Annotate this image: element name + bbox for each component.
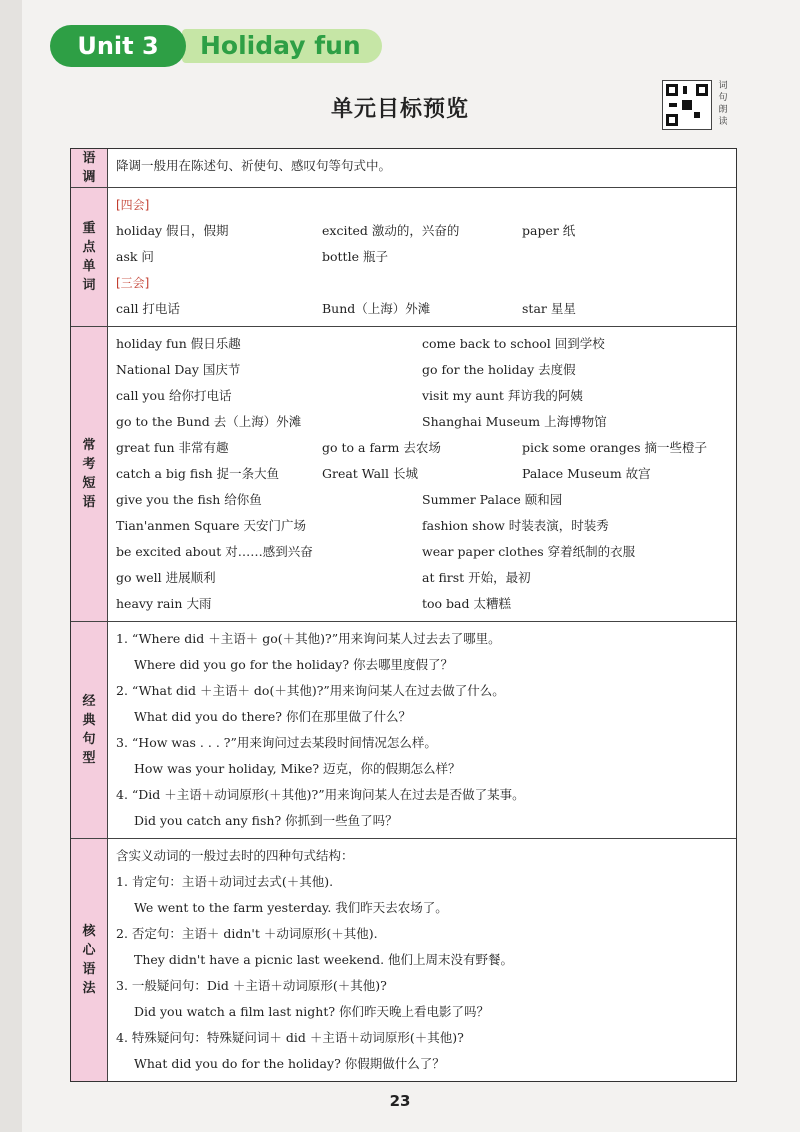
word-row: ask 问 bottle 瓶子 [116, 249, 388, 264]
phrase-row: call you 给你打电话 visit my aunt 拜访我的阿姨 [116, 388, 583, 403]
grammar-rule: 4. 特殊疑问句：特殊疑问词＋ did ＋主语＋动词原形(＋其他)? [116, 1030, 464, 1045]
sentence-example: What did you do there? 你们在那里做了什么？ [134, 709, 411, 724]
grammar-example: Did you watch a film last night? 你们昨天晚上看电影了吗？ [134, 1004, 490, 1019]
grammar-example: They didn't have a picnic last weekend. 他们上周末没有野餐。 [134, 952, 514, 967]
phrase-row: be excited about 对……感到兴奋 wear paper clothes 穿着纸制的衣服 [116, 544, 636, 559]
row-grammar [71, 838, 736, 1081]
row-phrases [71, 326, 736, 621]
page-number: 23 [389, 1092, 411, 1110]
grammar-intro: 含实义动词的一般过去时的四种句式结构： [116, 848, 354, 863]
page-heading: 单元目标预览 [330, 97, 469, 122]
sentence-pattern: 3. “How was . . . ?”用来询问过去某段时间情况怎么样。 [116, 735, 437, 750]
grammar-rule: 2. 否定句：主语＋ didn't ＋动词原形(＋其他). [116, 926, 378, 941]
sentence-pattern: 1. “Where did ＋主语＋ go(＋其他)?”用来询问某人过去去了哪里。 [116, 631, 501, 646]
page-edge [0, 0, 22, 1132]
word-row: call 打电话 Bund（上海）外滩 star 星星 [116, 301, 576, 316]
phrase-row: give you the fish 给你鱼 Summer Palace 颐和园 [116, 492, 563, 507]
phrase-row: National Day 国庆节 go for the holiday 去度假 [116, 362, 576, 377]
qr-label: 词 句 朗 读 [718, 81, 728, 127]
grammar-example: We went to the farm yesterday. 我们昨天去农场了。 [134, 900, 448, 915]
label-sentences: 经 典 句 型 [71, 622, 108, 838]
phrase-row: Tian'anmen Square 天安门广场 fashion show 时装表演，时装秀 [116, 518, 609, 533]
phrase-row: holiday fun 假日乐趣 come back to school 回到学校 [116, 336, 605, 351]
qr-code[interactable] [662, 80, 712, 130]
phrase-row: go well 进展顺利 at first 开始，最初 [116, 570, 531, 585]
grammar-rule: 1. 肯定句：主语＋动词过去式(＋其他). [116, 874, 334, 889]
tag-three: [三会] [116, 276, 150, 290]
phrase-row: heavy rain 大雨 too bad 太糟糕 [116, 596, 511, 611]
goals-table [70, 148, 737, 1082]
unit-banner [50, 25, 380, 67]
sentence-example: Did you catch any fish? 你抓到一些鱼了吗？ [134, 813, 398, 828]
sentence-pattern: 4. “Did ＋主语＋动词原形(＋其他)?”用来询问某人在过去是否做了某事。 [116, 787, 525, 802]
unit-label: Unit 3 [50, 25, 186, 67]
sentence-example: How was your holiday, Mike? 迈克，你的假期怎么样？ [134, 761, 461, 776]
grammar-rule: 3. 一般疑问句：Did ＋主语＋动词原形(＋其他)? [116, 978, 387, 993]
sentence-pattern: 2. “What did ＋主语＋ do(＋其他)?”用来询问某人在过去做了什么。 [116, 683, 505, 698]
sentence-example: Where did you go for the holiday? 你去哪里度假了？ [134, 657, 454, 672]
tag-four: [四会] [116, 198, 150, 212]
phrase-row: go to the Bund 去（上海）外滩 Shanghai Museum 上海博物馆 [116, 414, 607, 429]
row-sentences [71, 621, 736, 838]
intonation-text: 降调一般用在陈述句、祈使句、感叹句等句式中。 [116, 158, 392, 173]
label-intonation: 语 调 [71, 149, 108, 187]
label-grammar: 核 心 语 法 [71, 839, 108, 1081]
unit-title: Holiday fun [200, 31, 361, 60]
row-words [71, 187, 736, 326]
phrase-row: catch a big fish 捉一条大鱼 Great Wall 长城 Palace Museum 故宫 [116, 466, 651, 481]
word-row: holiday 假日，假期 excited 激动的，兴奋的 paper 纸 [116, 223, 576, 238]
grammar-example: What did you do for the holiday? 你假期做什么了？ [134, 1056, 445, 1071]
label-phrases: 常 考 短 语 [71, 327, 108, 621]
phrase-row: great fun 非常有趣 go to a farm 去农场 pick some oranges 摘一些橙子 [116, 440, 708, 455]
label-words: 重 点 单 词 [71, 188, 108, 326]
row-intonation [71, 149, 736, 187]
